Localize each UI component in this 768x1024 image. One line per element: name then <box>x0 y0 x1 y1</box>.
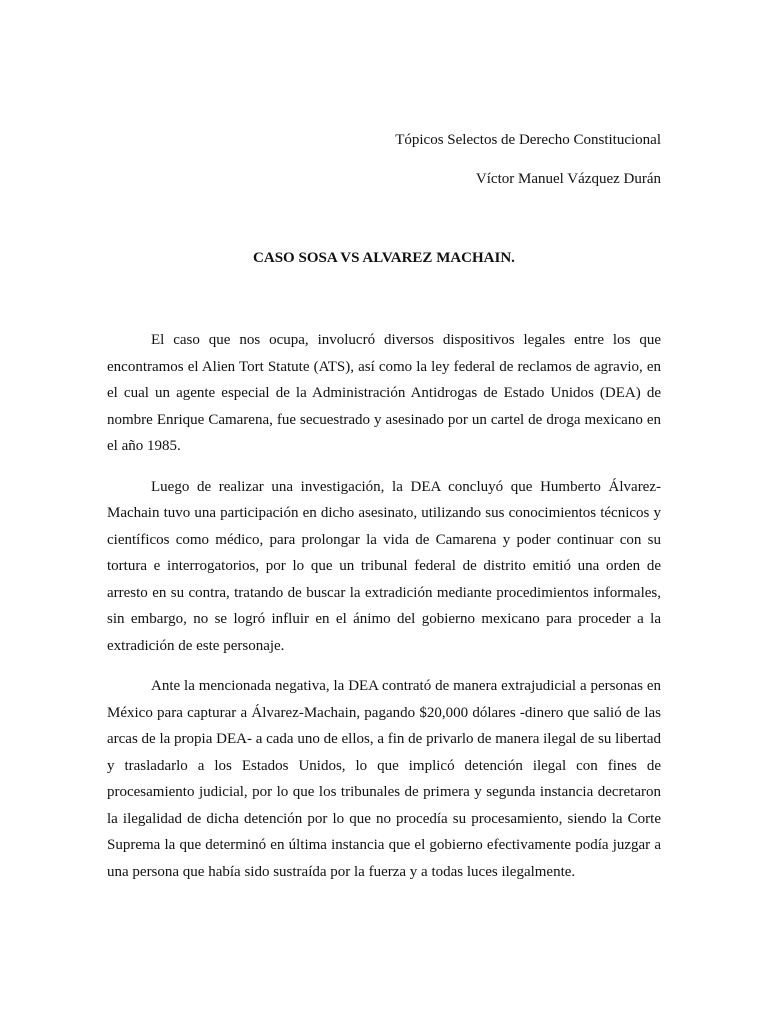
document-title: CASO SOSA VS ALVAREZ MACHAIN. <box>253 250 515 266</box>
course-name: Tópicos Selectos de Derecho Constitucional <box>395 132 661 148</box>
paragraph: El caso que nos ocupa, involucró diversos dispositivos legales entre los que encontramos el Alien Tort Statute (ATS), así como la ley federal de reclamos de agravio, en el cual un agente especial de la Administración Antidrogas de Estado Unidos (DEA) de nombre Enrique Camarena, fue secuestrado y asesinado por un cartel de droga mexicano en el año 1985. <box>107 332 661 454</box>
author-name: Víctor Manuel Vázquez Durán <box>475 171 661 187</box>
paragraph: Ante la mencionada negativa, la DEA contrató de manera extrajudicial a personas en México para capturar a Álvarez-Machain, pagando $20,000 dólares -dinero que salió de las arcas de la propia DEA- a cada uno de ellos, a fin de privarlo de manera ilegal de su libertad y trasladarlo a los Estados Unidos, lo que implicó detención ilegal con fines de procesamiento judicial, por lo que los tribunales de primera y segunda instancia decretaron la ilegalidad de dicha detención por lo que no procedía su procesamiento, siendo la Corte Suprema la que determinó en última instancia que el gobierno efectivamente podía juzgar a una persona que había sido sustraída por la fuerza y a todas luces ilegalmente. <box>107 678 661 880</box>
document-body <box>107 327 661 899</box>
paragraph: Luego de realizar una investigación, la DEA concluyó que Humberto Álvarez-Machain tuvo una participación en dicho asesinato, utilizando sus conocimientos técnicos y científicos como médico, para prolongar la vida de Camarena y poder continuar con su tortura e interrogatorios, por lo que un tribunal federal de distrito emitió una orden de arresto en su contra, tratando de buscar la extradición mediante procedimientos informales, sin embargo, no se logró influir en el ánimo del gobierno mexicano para proceder a la extradición de este personaje. <box>107 478 661 654</box>
